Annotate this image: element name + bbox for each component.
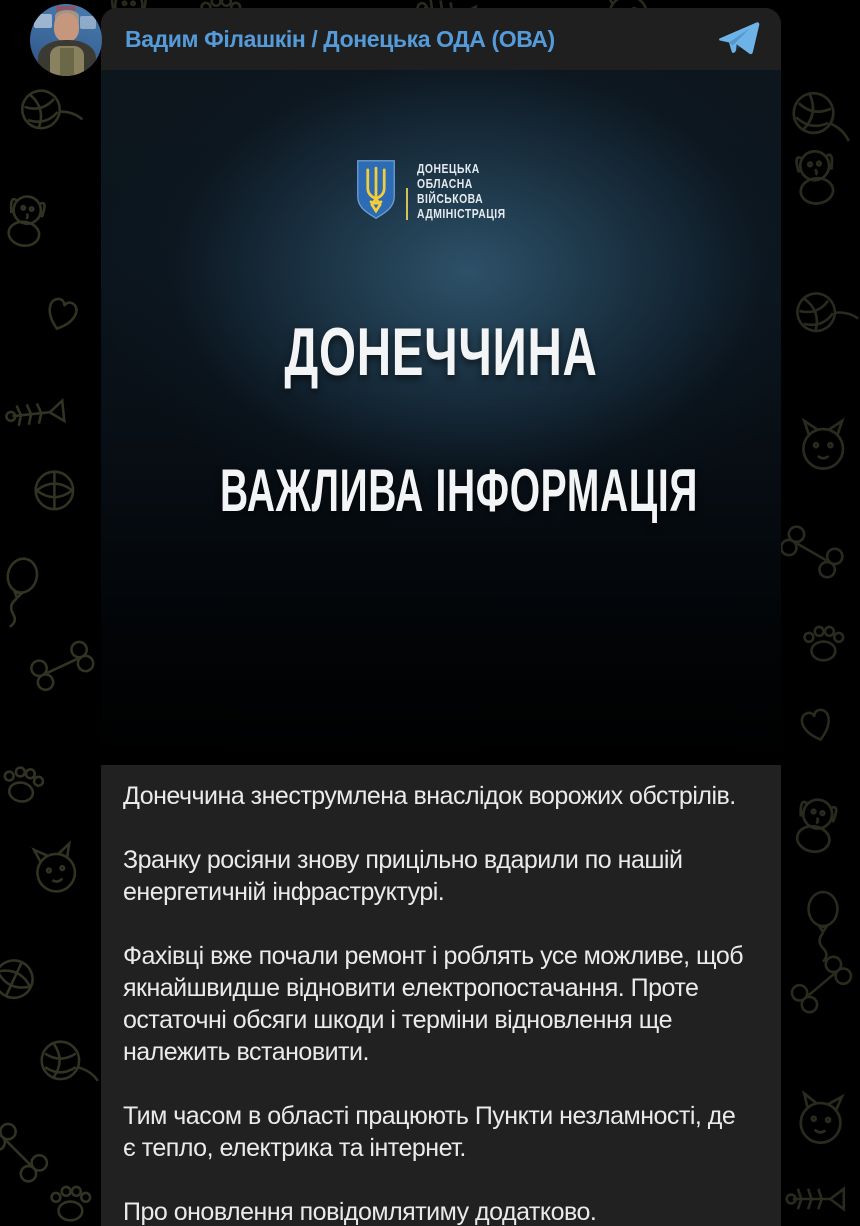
message-line: належить встановити.	[123, 1038, 369, 1066]
message-line: Донеччина знеструмлена внаслідок ворожих обстрілів.	[123, 782, 736, 810]
message-line: Фахівці вже почали ремонт і роблять усе можливе, щоб	[123, 942, 744, 970]
message-paragraph	[123, 1196, 759, 1226]
logo-text-line: ДОНЕЦЬКА	[416, 161, 480, 176]
logo-text-line: АДМІНІСТРАЦІЯ	[416, 206, 506, 221]
message-line: якнайшвидше відновити електропостачання. Проте	[123, 974, 699, 1002]
message-paragraph	[123, 1100, 759, 1164]
message-text	[101, 765, 781, 1226]
message-line: Зранку росіяни знову прицільно вдарили по нашій	[123, 846, 683, 874]
message-header	[101, 8, 781, 70]
message-paragraph	[123, 940, 759, 1068]
message-line: Тим часом в області працюють Пункти незламності, де	[123, 1102, 736, 1130]
channel-name[interactable]: Вадим Філашкін / Донецька ОДА (ОВА)	[125, 25, 555, 52]
message-line: Про оновлення повідомлятиму додатково.	[123, 1198, 597, 1226]
donetsk-ova-logo	[101, 158, 781, 222]
poster-subtitle: ВАЖЛИВА ІНФОРМАЦІЯ	[220, 457, 699, 524]
channel-avatar[interactable]	[30, 4, 102, 76]
logo-text-line: ВІЙСЬКОВА	[416, 191, 483, 206]
avatar-person-vest-panel	[60, 48, 74, 76]
logo-text-line: ОБЛАСНА	[416, 176, 473, 191]
post-image[interactable]	[101, 70, 781, 765]
avatar-photo-background	[80, 16, 96, 29]
message-line: остаточні обсяги шкоди і терміни відновлення ще	[123, 1006, 672, 1034]
poster-title: ДОНЕЧЧИНА	[284, 314, 598, 390]
logo-divider	[406, 188, 408, 220]
avatar-person-face	[54, 13, 79, 42]
logo-text	[417, 158, 528, 221]
telegram-plane-icon[interactable]	[717, 19, 761, 59]
message-paragraph	[123, 844, 759, 908]
ukraine-trident-shield-icon	[355, 158, 397, 222]
avatar-photo-background	[34, 14, 52, 28]
message-line: є тепло, електрика та інтернет.	[123, 1134, 466, 1162]
message-paragraph	[123, 780, 759, 812]
message-line: енергетичній інфраструктурі.	[123, 878, 445, 906]
message-bubble	[101, 8, 781, 1226]
